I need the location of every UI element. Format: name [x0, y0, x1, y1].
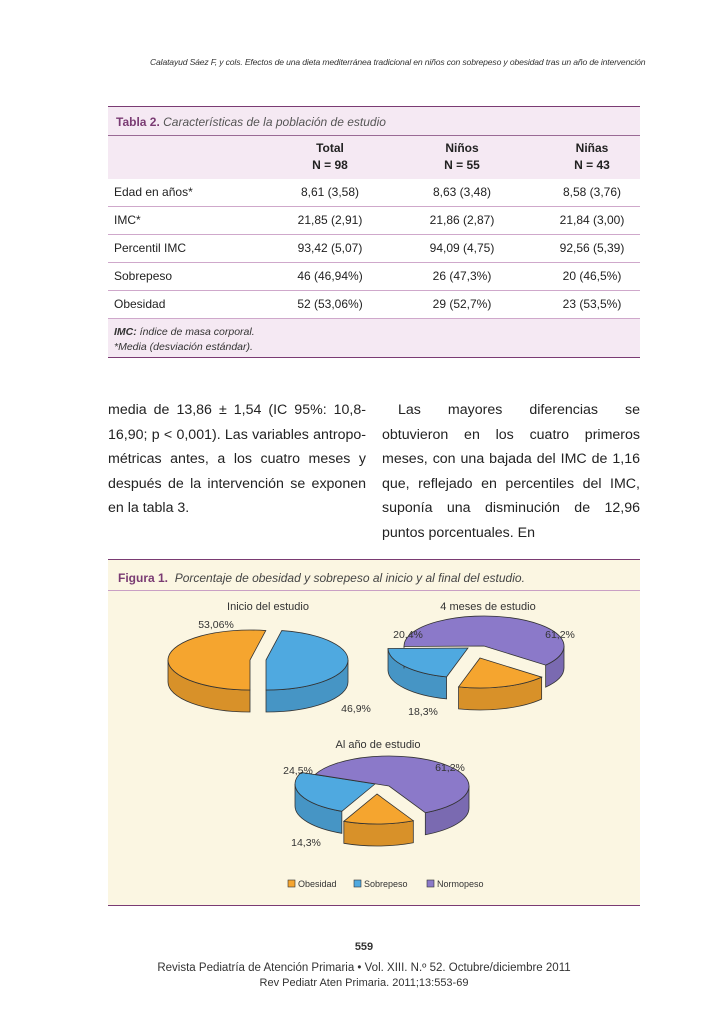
- cell-ninas: 21,84 (3,00): [559, 213, 625, 227]
- pie-data-label: 18,3%: [408, 706, 438, 718]
- cell-ninas: 23 (53,5%): [562, 297, 622, 311]
- pie-title: 4 meses de estudio: [440, 601, 536, 613]
- pie-title: Al año de estudio: [335, 739, 421, 751]
- table-row: [108, 179, 640, 207]
- row-label: Percentil IMC: [114, 241, 187, 255]
- cell-ninos: 21,86 (2,87): [429, 213, 495, 227]
- legend-swatch-sobrepeso: [354, 880, 361, 887]
- table-caption: [116, 115, 386, 129]
- row-label: IMC*: [114, 213, 141, 227]
- header-total-n: N = 98: [312, 158, 348, 172]
- figure-caption-text: Porcentaje de obesidad y sobrepeso al inicio y al final del estudio.: [174, 571, 525, 585]
- cell-total: 93,42 (5,07): [297, 241, 363, 255]
- table-row: [108, 291, 640, 319]
- row-label: Sobrepeso: [114, 269, 173, 283]
- page-number: 559: [354, 941, 374, 953]
- header-ninas: [540, 140, 644, 174]
- cell-ninas: 8,58 (3,76): [562, 185, 622, 199]
- table-caption-text: Características de la población de estudio: [163, 115, 386, 129]
- row-label: Obesidad: [114, 297, 166, 311]
- header-ninos: [404, 140, 520, 174]
- legend-swatch-obesidad: [288, 880, 295, 887]
- pie-data-label: 14,3%: [291, 837, 321, 849]
- legend-label: Obesidad: [298, 879, 337, 889]
- table-row: [108, 207, 640, 235]
- header-total: [272, 140, 388, 174]
- pie-data-label: 20,4%: [393, 629, 423, 641]
- header-ninas-n: N = 43: [574, 158, 610, 172]
- pie-title: Inicio del estudio: [227, 601, 309, 613]
- note-abbr-term: IMC:: [114, 326, 137, 338]
- body-text-left: media de 13,86 ± 1,54 (IC 95%: 10,8-16,90; p < 0,001). Las variables antropométricas antes, a los cuatro meses y después de la intervención se exponen en la tabla 3.: [108, 402, 366, 516]
- table-row: [108, 263, 640, 291]
- table-note-mean: *Media (desviación estándar).: [114, 341, 253, 353]
- legend-label: Sobrepeso: [364, 879, 408, 889]
- citation-line: Rev Pediatr Aten Primaria. 2011;13:553-69: [259, 977, 469, 989]
- cell-ninos: 94,09 (4,75): [429, 241, 495, 255]
- pie-data-label: 53,06%: [198, 619, 234, 631]
- header-ninos-name: Niños: [445, 141, 479, 155]
- pie-data-label: 46,9%: [341, 703, 371, 715]
- pie-data-label: 61,2%: [545, 629, 575, 641]
- figure-1: [108, 559, 640, 906]
- pie-data-label: 61,2%: [435, 762, 465, 774]
- note-abbr-text: índice de masa corporal.: [136, 326, 255, 338]
- legend-swatch-normopeso: [427, 880, 434, 887]
- table-row: [108, 235, 640, 263]
- table-rule: [108, 135, 640, 136]
- table-note-abbr: [114, 326, 255, 338]
- body-text-right: Las mayores diferencias se obtuvieron en los cuatro primeros meses, con una bajada del IMC de 1,16 que, reflejado en percentiles del IMC, suponía una disminución de 12,96 puntos porcentuales. En: [382, 402, 640, 541]
- cell-ninos: 29 (52,7%): [432, 297, 492, 311]
- figure-label: Figura 1.: [118, 571, 169, 585]
- cell-ninas: 20 (46,5%): [562, 269, 622, 283]
- cell-total: 46 (46,94%): [297, 269, 363, 283]
- running-head: Calatayud Sáez F, y cols. Efectos de una dieta mediterránea tradicional en niños con sobrepeso y obesidad tras un año de intervención: [150, 57, 646, 67]
- pie-charts: [108, 560, 640, 905]
- cell-total: 8,61 (3,58): [300, 185, 360, 199]
- cell-ninos: 8,63 (3,48): [432, 185, 492, 199]
- cell-ninas: 92,56 (5,39): [559, 241, 625, 255]
- table-2: [108, 106, 640, 358]
- table-label: Tabla 2.: [116, 115, 160, 129]
- row-label: Edad en años*: [114, 185, 193, 199]
- header-ninos-n: N = 55: [444, 158, 480, 172]
- cell-ninos: 26 (47,3%): [432, 269, 492, 283]
- pie-data-label: 24,5%: [283, 765, 313, 777]
- journal-line: Revista Pediatría de Atención Primaria • Vol. XIII. N.º 52. Octubre/diciembre 2011: [157, 962, 571, 974]
- cell-total: 21,85 (2,91): [297, 213, 363, 227]
- cell-total: 52 (53,06%): [297, 297, 363, 311]
- legend-label: Normopeso: [437, 879, 484, 889]
- header-total-name: Total: [316, 141, 344, 155]
- header-ninas-name: Niñas: [575, 141, 609, 155]
